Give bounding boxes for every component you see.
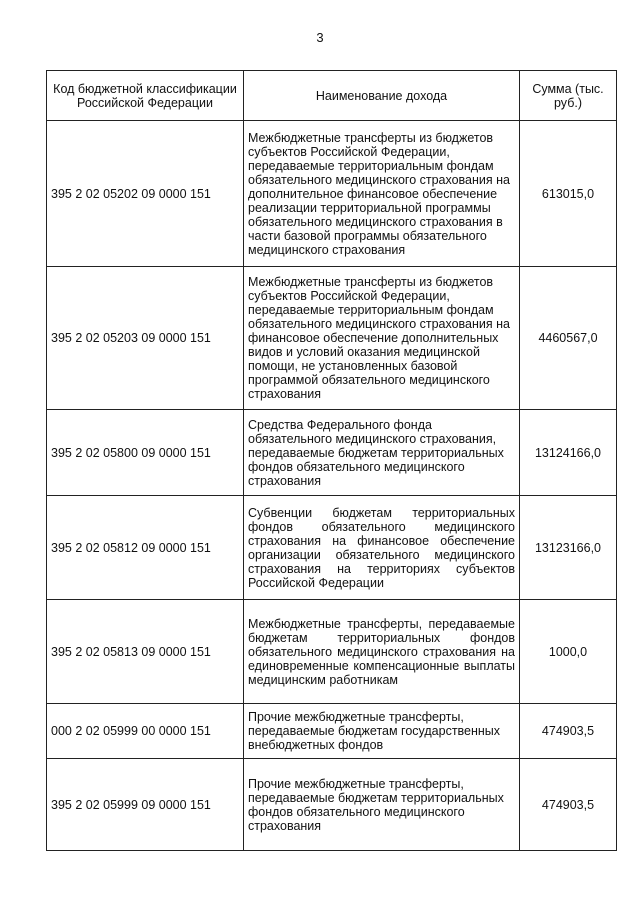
row-sum: 474903,5 bbox=[520, 704, 617, 759]
row-sum: 613015,0 bbox=[520, 121, 617, 267]
page-number: 3 bbox=[316, 30, 324, 45]
row-sum: 13123166,0 bbox=[520, 496, 617, 600]
row-name: Субвенции бюджетам территориальных фондов обязательного медицинского страхования на финансовое обеспечение организации обязательного медицинского страхования на территориях субъектов Российской Федерации bbox=[244, 496, 520, 600]
table-row bbox=[47, 496, 617, 600]
row-code: 000 2 02 05999 00 0000 151 bbox=[47, 704, 244, 759]
row-code: 395 2 02 05202 09 0000 151 bbox=[47, 121, 244, 267]
header-sum: Сумма (тыс. руб.) bbox=[520, 71, 617, 121]
row-sum: 13124166,0 bbox=[520, 410, 617, 496]
row-code: 395 2 02 05812 09 0000 151 bbox=[47, 496, 244, 600]
row-name: Прочие межбюджетные трансферты, передаваемые бюджетам государственных внебюджетных фондов bbox=[244, 704, 520, 759]
table-row bbox=[47, 121, 617, 267]
header-name: Наименование дохода bbox=[244, 71, 520, 121]
row-name: Межбюджетные трансферты из бюджетов субъектов Российской Федерации, передаваемые территориальным фондам обязательного медицинского страхования на финансовое обеспечение дополнительных видов и условий оказания медицинской помощи, не установленных базовой программой обязательного медицинского страхования bbox=[244, 267, 520, 410]
budget-revenue-table bbox=[46, 70, 617, 851]
table-row bbox=[47, 600, 617, 704]
table-row bbox=[47, 704, 617, 759]
table-row bbox=[47, 759, 617, 851]
row-name: Межбюджетные трансферты, передаваемые бюджетам территориальных фондов обязательного медицинского страхования на единовременные компенсационные выплаты медицинским работникам bbox=[244, 600, 520, 704]
row-code: 395 2 02 05203 09 0000 151 bbox=[47, 267, 244, 410]
header-code: Код бюджетной классификации Российской Федерации bbox=[47, 71, 244, 121]
row-name: Прочие межбюджетные трансферты, передаваемые бюджетам территориальных фондов обязательного медицинского страхования bbox=[244, 759, 520, 851]
row-code: 395 2 02 05999 09 0000 151 bbox=[47, 759, 244, 851]
row-sum: 4460567,0 bbox=[520, 267, 617, 410]
row-sum: 1000,0 bbox=[520, 600, 617, 704]
table-row bbox=[47, 410, 617, 496]
row-sum: 474903,5 bbox=[520, 759, 617, 851]
row-name: Средства Федерального фонда обязательного медицинского страхования, передаваемые бюджетам территориальных фондов обязательного медицинского страхования bbox=[244, 410, 520, 496]
table-header-row bbox=[47, 71, 617, 121]
row-code: 395 2 02 05800 09 0000 151 bbox=[47, 410, 244, 496]
row-code: 395 2 02 05813 09 0000 151 bbox=[47, 600, 244, 704]
table-row bbox=[47, 267, 617, 410]
row-name: Межбюджетные трансферты из бюджетов субъектов Российской Федерации, передаваемые территориальным фондам обязательного медицинского страхования на дополнительное финансовое обеспечение реализации территориальной программы обязательного медицинского страхования в части базовой программы обязательного медицинского страхования bbox=[244, 121, 520, 267]
